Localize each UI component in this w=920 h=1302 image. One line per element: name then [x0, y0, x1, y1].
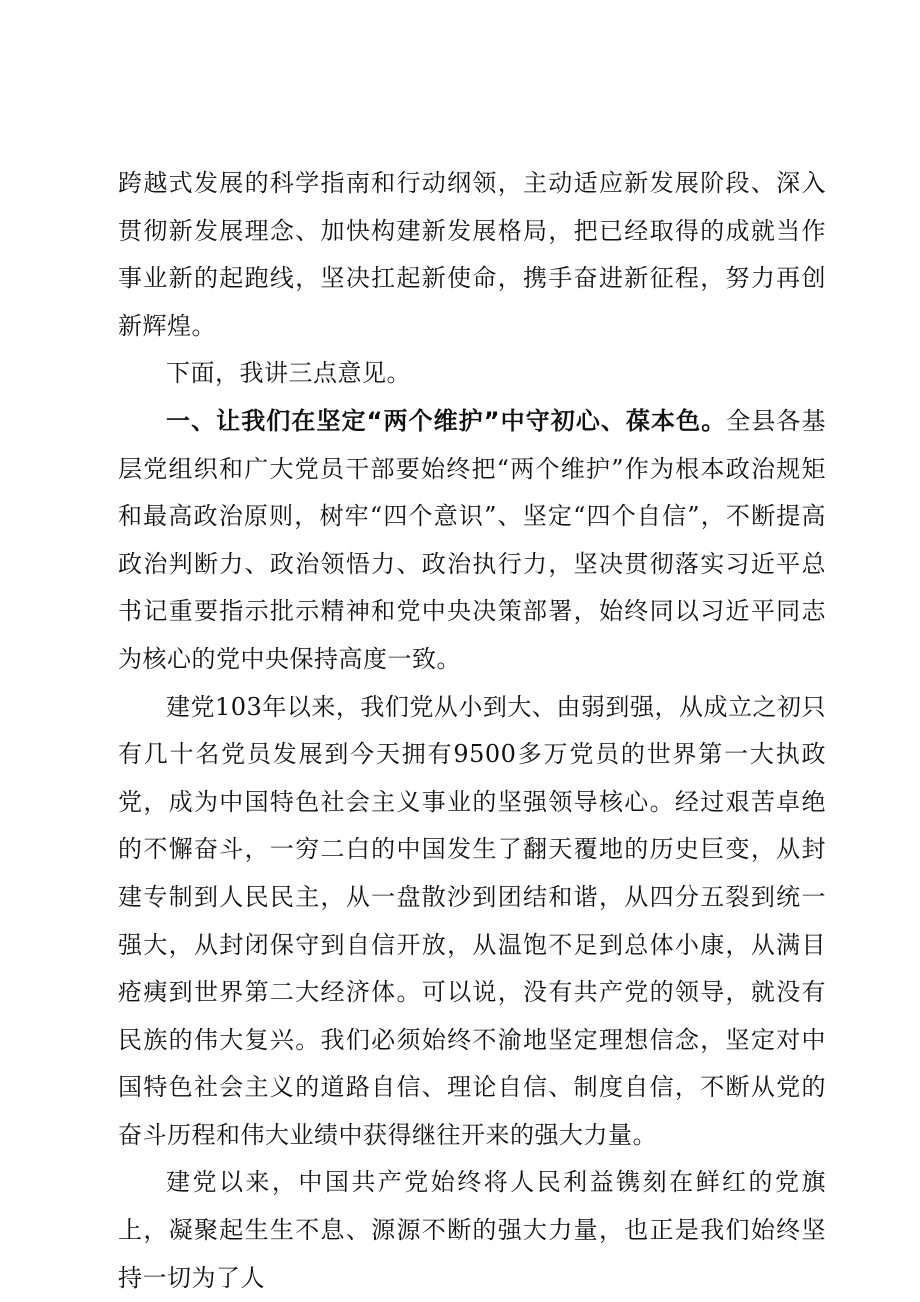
- paragraph-party-history: 建党103年以来，我们党从小到大、由弱到强，从成立之初只有几十名党员发展到今天拥有9500多万党员的世界第一大执政党，成为中国特色社会主义事业的坚强领导核心。经过艰苦卓绝的不懈奋斗，一穷二白的中国发生了翻天覆地的历史巨变，从封建专制到人民民主，从一盘散沙到团结和谐，从四分五裂到统一强大，从封闭保守到自信开放，从温饱不足到总体小康，从满目疮痍到世界第二大经济体。可以说，没有共产党的领导，就没有民族的伟大复兴。我们必须始终不渝地坚定理想信念，坚定对中国特色社会主义的道路自信、理论自信、制度自信，不断从党的奋斗历程和伟大业绩中获得继往开来的强大力量。: [118, 692, 826, 1149]
- section-body-text: 全县各基层党组织和广大党员干部要始终把“两个维护”作为根本政治规矩和最高政治原则，树牢“四个意识”、坚定“四个自信”，不断提高政治判断力、政治领悟力、政治执行力，坚决贯彻落实习近平总书记重要指示批示精神和党中央决策部署，始终同以习近平同志为核心的党中央保持高度一致。: [118, 406, 827, 673]
- paragraph-intro: 下面，我讲三点意见。: [166, 359, 411, 388]
- paragraph-section-one: [118, 398, 826, 684]
- paragraph-people-interest: 建党以来，中国共产党始终将人民利益镌刻在鲜红的党旗上，凝聚起生生不息、源源不断的强大力量，也正是我们始终坚持一切为了人: [118, 1168, 826, 1292]
- paragraph-continuation: 跨越式发展的科学指南和行动纲领，主动适应新发展阶段、深入贯彻新发展理念、加快构建新发展格局，把已经取得的成就当作事业新的起跑线，坚决扛起新使命，携手奋进新征程，努力再创新辉煌。: [118, 169, 826, 340]
- document-body: [118, 160, 826, 1302]
- section-heading: 一、让我们在坚定“两个维护”中守初心、葆本色。: [166, 406, 727, 435]
